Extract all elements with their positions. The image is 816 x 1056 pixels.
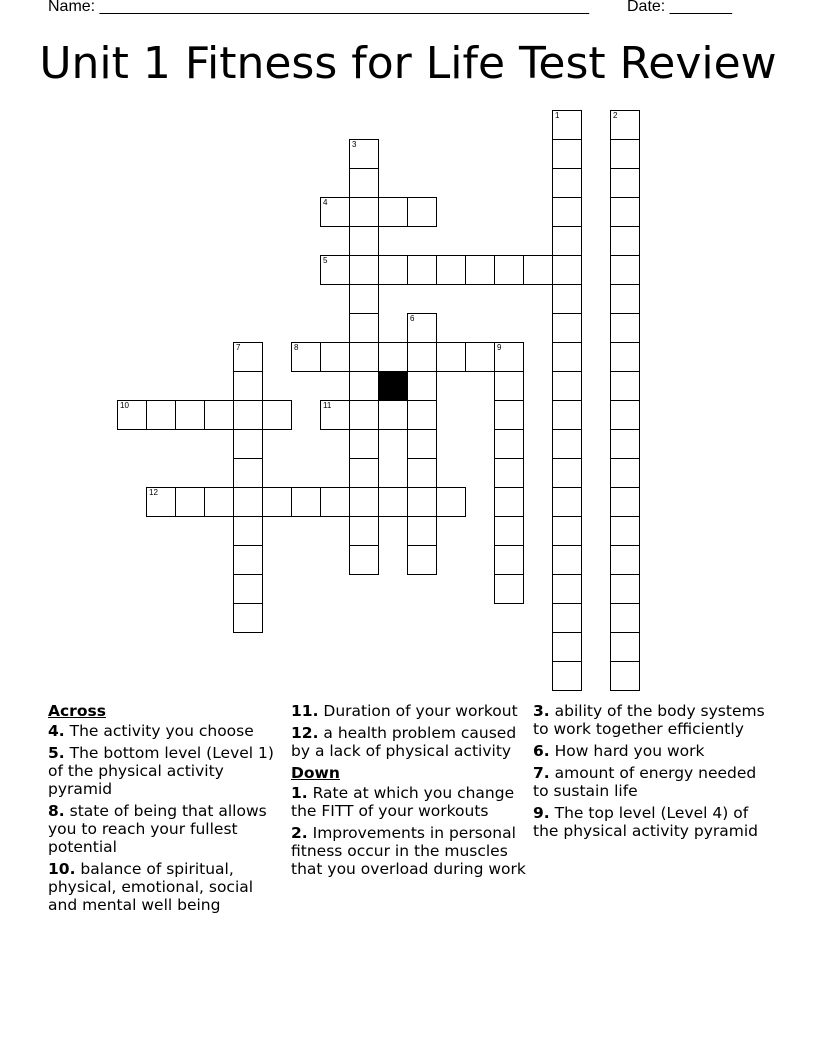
clue-number: 5. bbox=[48, 744, 65, 762]
clue-number: 4. bbox=[48, 722, 65, 740]
crossword-cell[interactable] bbox=[291, 487, 321, 517]
crossword-cell[interactable] bbox=[407, 255, 437, 285]
crossword-cell[interactable] bbox=[552, 284, 582, 314]
crossword-cell[interactable] bbox=[204, 400, 234, 430]
crossword-cell[interactable] bbox=[494, 545, 524, 575]
cell-number: 5 bbox=[323, 256, 328, 265]
crossword-cell[interactable] bbox=[262, 400, 292, 430]
crossword-cell[interactable] bbox=[494, 371, 524, 401]
cell-number: 3 bbox=[352, 140, 357, 149]
across-heading: Across bbox=[48, 702, 106, 720]
crossword-cell[interactable] bbox=[378, 400, 408, 430]
clue-number: 2. bbox=[291, 824, 308, 842]
crossword-cell[interactable] bbox=[349, 429, 379, 459]
crossword-cell[interactable] bbox=[349, 255, 379, 285]
clue-down-6 bbox=[533, 742, 771, 760]
crossword-cell[interactable] bbox=[552, 110, 582, 140]
crossword-cell[interactable] bbox=[610, 255, 640, 285]
clue-across-12 bbox=[291, 724, 529, 760]
crossword-cell[interactable] bbox=[552, 516, 582, 546]
cell-number: 10 bbox=[120, 401, 129, 410]
clue-number: 10. bbox=[48, 860, 76, 878]
crossword-cell[interactable] bbox=[494, 429, 524, 459]
clues-column-3 bbox=[533, 702, 771, 844]
crossword-cell[interactable] bbox=[146, 487, 176, 517]
crossword-cell[interactable] bbox=[552, 545, 582, 575]
crossword-cell[interactable] bbox=[552, 139, 582, 169]
crossword-cell[interactable] bbox=[494, 487, 524, 517]
crossword-cell[interactable] bbox=[320, 197, 350, 227]
crossword-cell[interactable] bbox=[320, 342, 350, 372]
clue-across-11 bbox=[291, 702, 529, 720]
crossword-cell[interactable] bbox=[349, 545, 379, 575]
crossword-cell[interactable] bbox=[552, 487, 582, 517]
crossword-cell[interactable] bbox=[552, 400, 582, 430]
crossword-cell[interactable] bbox=[523, 255, 553, 285]
clues-column-1 bbox=[48, 702, 286, 918]
crossword-cell[interactable] bbox=[407, 313, 437, 343]
crossword-cell[interactable] bbox=[436, 342, 466, 372]
clue-text: The activity you choose bbox=[69, 722, 254, 740]
crossword-cell[interactable] bbox=[494, 574, 524, 604]
crossword-cell[interactable] bbox=[233, 429, 263, 459]
crossword-cell[interactable] bbox=[552, 574, 582, 604]
crossword-cell[interactable] bbox=[610, 632, 640, 662]
crossword-cell[interactable] bbox=[407, 197, 437, 227]
crossword-cell[interactable] bbox=[378, 342, 408, 372]
crossword-cell[interactable] bbox=[610, 197, 640, 227]
crossword-cell[interactable] bbox=[204, 487, 234, 517]
crossword-cell[interactable] bbox=[349, 226, 379, 256]
crossword-cell[interactable] bbox=[407, 400, 437, 430]
crossword-cell[interactable] bbox=[494, 342, 524, 372]
crossword-cell[interactable] bbox=[262, 487, 292, 517]
crossword-cell[interactable] bbox=[610, 429, 640, 459]
clue-across-5 bbox=[48, 744, 286, 798]
crossword-cell[interactable] bbox=[610, 313, 640, 343]
crossword-cell[interactable] bbox=[552, 661, 582, 691]
crossword-cell[interactable] bbox=[349, 458, 379, 488]
clue-number: 8. bbox=[48, 802, 65, 820]
crossword-cell[interactable] bbox=[233, 487, 263, 517]
crossword-cell[interactable] bbox=[349, 139, 379, 169]
crossword-cell[interactable] bbox=[552, 371, 582, 401]
name-field-label: Name: _______________________________________________________ bbox=[48, 0, 589, 15]
crossword-cell[interactable] bbox=[233, 342, 263, 372]
page-title: Unit 1 Fitness for Life Test Review bbox=[39, 38, 777, 89]
crossword-cell[interactable] bbox=[349, 197, 379, 227]
cell-number: 2 bbox=[613, 111, 618, 120]
crossword-cell[interactable] bbox=[552, 603, 582, 633]
crossword-cell[interactable] bbox=[465, 255, 495, 285]
crossword-cell[interactable] bbox=[349, 487, 379, 517]
crossword-cell[interactable] bbox=[378, 197, 408, 227]
clue-down-9 bbox=[533, 804, 771, 840]
crossword-cell[interactable] bbox=[552, 313, 582, 343]
clue-number: 9. bbox=[533, 804, 550, 822]
crossword-cell[interactable] bbox=[378, 487, 408, 517]
cell-number: 9 bbox=[497, 343, 502, 352]
crossword-cell[interactable] bbox=[610, 139, 640, 169]
clue-number: 11. bbox=[291, 702, 319, 720]
crossword-cell[interactable] bbox=[349, 371, 379, 401]
clue-text: Improvements in personal fitness occur in the muscles that you overload during work bbox=[291, 824, 526, 878]
clue-text: state of being that allows you to reach your fullest potential bbox=[48, 802, 267, 856]
crossword-cell[interactable] bbox=[407, 545, 437, 575]
clue-number: 1. bbox=[291, 784, 308, 802]
crossword-cell[interactable] bbox=[610, 458, 640, 488]
clue-text: How hard you work bbox=[554, 742, 705, 760]
cell-number: 12 bbox=[149, 488, 158, 497]
crossword-cell[interactable] bbox=[407, 458, 437, 488]
cell-number: 4 bbox=[323, 198, 328, 207]
clue-text: The top level (Level 4) of the physical activity pyramid bbox=[533, 804, 759, 840]
crossword-cell[interactable] bbox=[610, 545, 640, 575]
crossword-block bbox=[378, 371, 408, 401]
crossword-cell[interactable] bbox=[610, 516, 640, 546]
clue-text: Rate at which you change the FITT of your workouts bbox=[291, 784, 515, 820]
crossword-cell[interactable] bbox=[349, 168, 379, 198]
crossword-cell[interactable] bbox=[175, 400, 205, 430]
clue-text: The bottom level (Level 1) of the physical activity pyramid bbox=[48, 744, 274, 798]
crossword-cell[interactable] bbox=[494, 400, 524, 430]
crossword-cell[interactable] bbox=[378, 255, 408, 285]
crossword-cell[interactable] bbox=[610, 226, 640, 256]
clue-number: 6. bbox=[533, 742, 550, 760]
clue-down-3 bbox=[533, 702, 771, 738]
clue-number: 12. bbox=[291, 724, 319, 742]
clue-text: a health problem caused by a lack of physical activity bbox=[291, 724, 517, 760]
crossword-cell[interactable] bbox=[407, 487, 437, 517]
crossword-cell[interactable] bbox=[233, 400, 263, 430]
clues-column-2 bbox=[291, 702, 529, 882]
crossword-cell[interactable] bbox=[349, 400, 379, 430]
crossword-cell[interactable] bbox=[552, 342, 582, 372]
crossword-cell[interactable] bbox=[233, 371, 263, 401]
crossword-cell[interactable] bbox=[610, 487, 640, 517]
clue-number: 3. bbox=[533, 702, 550, 720]
crossword-cell[interactable] bbox=[552, 458, 582, 488]
crossword-cell[interactable] bbox=[610, 603, 640, 633]
cell-number: 7 bbox=[236, 343, 241, 352]
crossword-cell[interactable] bbox=[349, 284, 379, 314]
crossword-cell[interactable] bbox=[233, 516, 263, 546]
crossword-cell[interactable] bbox=[233, 574, 263, 604]
clue-down-7 bbox=[533, 764, 771, 800]
crossword-cell[interactable] bbox=[349, 342, 379, 372]
crossword-cell[interactable] bbox=[552, 197, 582, 227]
clue-down-1 bbox=[291, 784, 529, 820]
crossword-cell[interactable] bbox=[407, 516, 437, 546]
cell-number: 1 bbox=[555, 111, 560, 120]
crossword-cell[interactable] bbox=[552, 226, 582, 256]
crossword-cell[interactable] bbox=[465, 342, 495, 372]
crossword-cell[interactable] bbox=[552, 255, 582, 285]
cell-number: 6 bbox=[410, 314, 415, 323]
clue-number: 7. bbox=[533, 764, 550, 782]
crossword-cell[interactable] bbox=[610, 661, 640, 691]
clue-text: Duration of your workout bbox=[323, 702, 518, 720]
crossword-cell[interactable] bbox=[610, 342, 640, 372]
crossword-cell[interactable] bbox=[407, 371, 437, 401]
clue-across-8 bbox=[48, 802, 286, 856]
cell-number: 8 bbox=[294, 343, 299, 352]
crossword-cell[interactable] bbox=[320, 487, 350, 517]
crossword-cell[interactable] bbox=[175, 487, 205, 517]
crossword-cell[interactable] bbox=[349, 313, 379, 343]
clue-down-2 bbox=[291, 824, 529, 878]
crossword-cell[interactable] bbox=[610, 574, 640, 604]
crossword-cell[interactable] bbox=[552, 168, 582, 198]
crossword-cell[interactable] bbox=[610, 168, 640, 198]
down-heading: Down bbox=[291, 764, 340, 782]
crossword-cell[interactable] bbox=[494, 458, 524, 488]
clue-text: balance of spiritual, physical, emotional, social and mental well being bbox=[48, 860, 254, 914]
crossword-cell[interactable] bbox=[610, 284, 640, 314]
clue-across-4 bbox=[48, 722, 286, 740]
crossword-cell[interactable] bbox=[552, 429, 582, 459]
crossword-cell[interactable] bbox=[233, 545, 263, 575]
crossword-cell[interactable] bbox=[320, 255, 350, 285]
clue-across-10 bbox=[48, 860, 286, 914]
clue-text: ability of the body systems to work together efficiently bbox=[533, 702, 765, 738]
crossword-cell[interactable] bbox=[233, 603, 263, 633]
clue-text: amount of energy needed to sustain life bbox=[533, 764, 757, 800]
crossword-cell[interactable] bbox=[291, 342, 321, 372]
crossword-cell[interactable] bbox=[146, 400, 176, 430]
crossword-cell[interactable] bbox=[610, 110, 640, 140]
date-field-label: Date: _______ bbox=[627, 0, 732, 15]
crossword-cell[interactable] bbox=[407, 429, 437, 459]
crossword-cell[interactable] bbox=[320, 400, 350, 430]
crossword-cell[interactable] bbox=[349, 516, 379, 546]
crossword-cell[interactable] bbox=[233, 458, 263, 488]
crossword-cell[interactable] bbox=[494, 255, 524, 285]
crossword-cell[interactable] bbox=[494, 516, 524, 546]
crossword-cell[interactable] bbox=[407, 342, 437, 372]
crossword-cell[interactable] bbox=[610, 371, 640, 401]
crossword-cell[interactable] bbox=[552, 632, 582, 662]
crossword-cell[interactable] bbox=[436, 487, 466, 517]
crossword-cell[interactable] bbox=[436, 255, 466, 285]
cell-number: 11 bbox=[323, 401, 332, 410]
crossword-cell[interactable] bbox=[117, 400, 147, 430]
crossword-cell[interactable] bbox=[610, 400, 640, 430]
